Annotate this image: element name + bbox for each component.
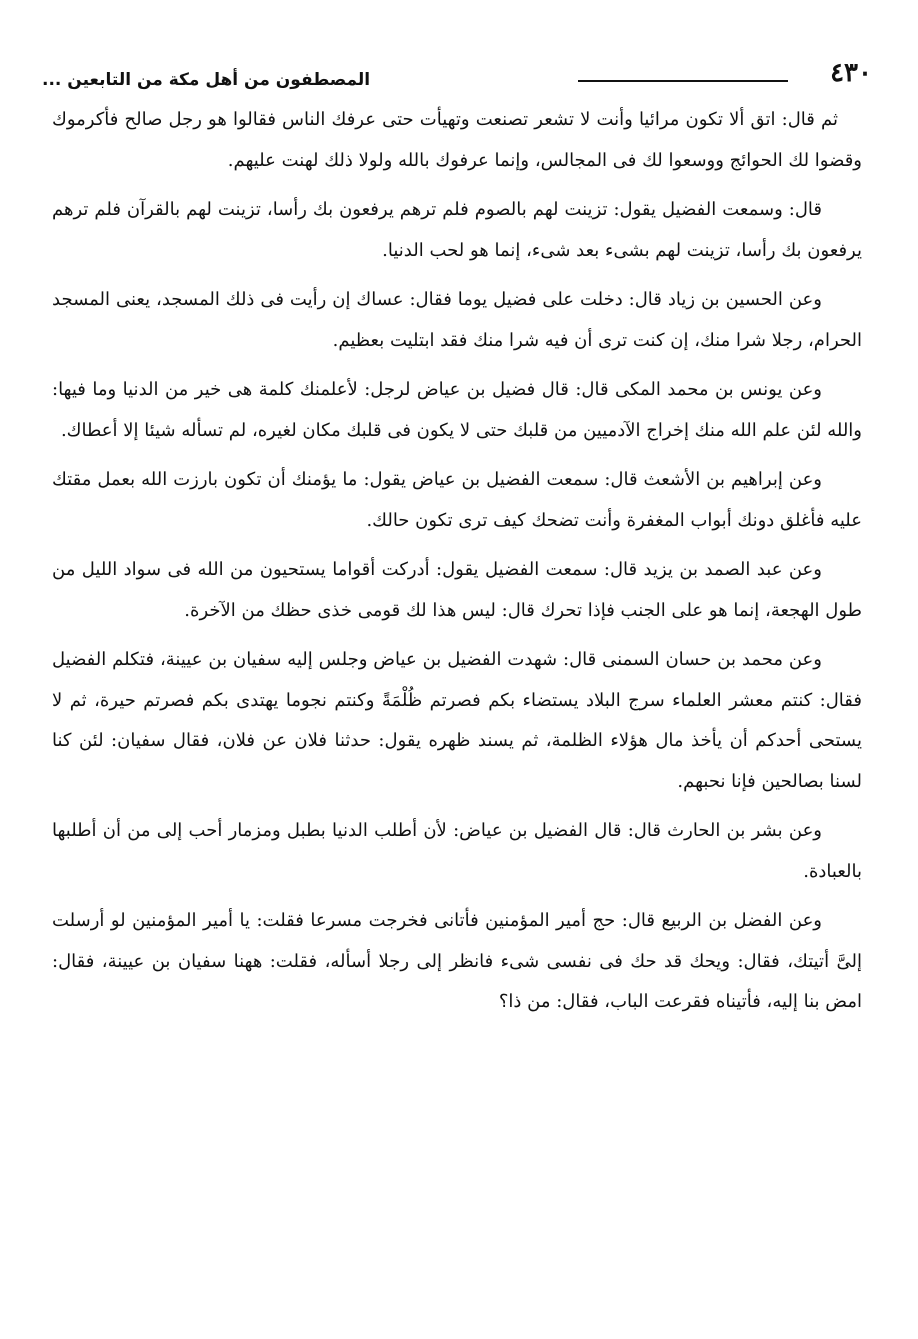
paragraph: وعن يونس بن محمد المكى قال: قال فضيل بن عياض لرجل: لأعلمنك كلمة هى خير من الدنيا وما فيها: والله لئن علم الله منك إخراج الآدميين من قلبك حتى لا يكون فى قلبك مكان لغيره، لم تسأله شيئا إلا أعطاك. xyxy=(52,379,862,441)
paragraph: وعن محمد بن حسان السمنى قال: شهدت الفضيل بن عياض وجلس إليه سفيان بن عيينة، فتكلم الفضيل فقال: كنتم معشر العلماء سرج البلاد يستضاء بكم فصرتم ظُلْمَةً وكنتم نجوما يهتدى بكم فصرتم حيرة، ثم لا يستحى أحدكم أن يأخذ مال هؤلاء الظلمة، ثم يسند ظهره يقول: حدثنا فلان عن فلان، فقال سفيان: لئن كنا لسنا بصالحين فإنا نحبهم. xyxy=(52,649,862,792)
page-header xyxy=(40,54,880,98)
paragraph: وعن الفضل بن الربيع قال: حج أمير المؤمنين فأتانى فخرجت مسرعا فقلت: يا أمير المؤمنين لو أرسلت إلىَّ أتيتك، فقال: ويحك قد حك فى نفسى شىء فانظر إلى رجلا أسأله، فقلت: ههنا سفيان بن عيينة، فقال: امض بنا إليه، فأتيناه فقرعت الباب، فقال: من ذا؟ xyxy=(52,910,862,1012)
paragraph: قال: وسمعت الفضيل يقول: تزينت لهم بالصوم فلم ترهم يرفعون بك رأسا، تزينت لهم بالقرآن فلم ترهم يرفعون بك رأسا، تزينت لهم بشىء بعد شىء، إنما هو لحب الدنيا. xyxy=(52,199,862,261)
paragraph: ثم قال: اتق ألا تكون مرائيا وأنت لا تشعر تصنعت وتهيأت حتى عرفك الناس فقالوا هو رجل صالح فأكرموك وقضوا لك الحوائج ووسعوا لك فى المجالس، وإنما عرفوك بالله ولولا ذلك لهنت عليهم. xyxy=(52,109,862,171)
running-title: المصطفون من أهل مكة من التابعين ... xyxy=(42,70,371,90)
paragraph: وعن عبد الصمد بن يزيد قال: سمعت الفضيل يقول: أدركت أقواما يستحيون من الله فى سواد الليل من طول الهجعة، إنما هو على الجنب فإذا تحرك قال: ليس هذا لك قومى خذى حظك من الآخرة. xyxy=(52,559,862,621)
paragraph: وعن إبراهيم بن الأشعث قال: سمعت الفضيل بن عياض يقول: ما يؤمنك أن تكون بارزت الله بعمل مقتك عليه فأغلق دونك أبواب المغفرة وأنت تضحك كيف ترى تكون حالك. xyxy=(52,469,862,531)
page-body xyxy=(52,100,862,1032)
paragraph: وعن بشر بن الحارث قال: قال الفضيل بن عياض: لأن أطلب الدنيا بطبل ومزمار أحب إلى من أن أطلبها بالعبادة. xyxy=(52,820,862,882)
paragraph: وعن الحسين بن زياد قال: دخلت على فضيل يوما فقال: عساك إن رأيت فى ذلك المسجد، يعنى المسجد الحرام، رجلا شرا منك، إن كنت ترى أن فيه شرا منك فقد ابتليت بعظيم. xyxy=(52,289,862,351)
header-rule xyxy=(578,80,788,82)
page-number: ٤٣٠ xyxy=(830,58,872,88)
